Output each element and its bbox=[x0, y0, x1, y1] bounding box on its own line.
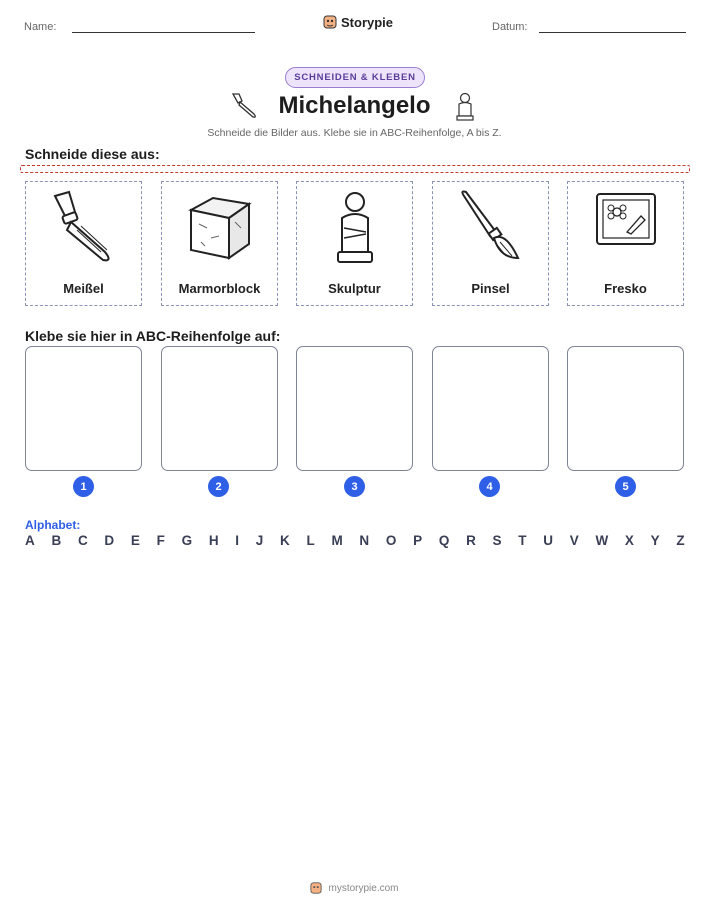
alphabet-letter: K bbox=[280, 533, 290, 548]
slot-number-1: 1 bbox=[73, 476, 94, 497]
cut-card-skulptur[interactable] bbox=[296, 181, 413, 306]
date-label: Datum: bbox=[492, 21, 528, 33]
slot-number-5: 5 bbox=[615, 476, 636, 497]
slot-number-4: 4 bbox=[479, 476, 500, 497]
alphabet-heading: Alphabet: bbox=[25, 518, 81, 532]
alphabet-letter: A bbox=[25, 533, 35, 548]
glue-slot-4[interactable] bbox=[432, 346, 549, 471]
alphabet-letter: B bbox=[51, 533, 62, 548]
name-label: Name: bbox=[24, 21, 57, 33]
alphabet-letter: E bbox=[130, 533, 140, 548]
footer bbox=[0, 881, 709, 895]
alphabet-letter: G bbox=[181, 533, 193, 548]
brand-name: Storypie bbox=[341, 14, 394, 30]
card-label: Skulptur bbox=[328, 281, 381, 296]
storypie-mascot-icon bbox=[310, 881, 322, 895]
cut-card-marmorblock[interactable] bbox=[161, 181, 278, 306]
cut-card-pinsel[interactable] bbox=[432, 181, 549, 306]
alphabet-letter: W bbox=[595, 533, 609, 548]
card-label: Pinsel bbox=[471, 281, 510, 296]
alphabet-letter: P bbox=[413, 533, 423, 548]
card-label: Meißel bbox=[63, 281, 104, 296]
name-line[interactable] bbox=[72, 32, 255, 33]
alphabet-letter: R bbox=[466, 533, 476, 548]
alphabet-letter: L bbox=[306, 533, 315, 548]
fresco-icon bbox=[591, 188, 661, 268]
marble-block-icon bbox=[185, 188, 255, 268]
alphabet-letter: N bbox=[359, 533, 370, 548]
slot-number-2: 2 bbox=[208, 476, 229, 497]
glue-slot-1[interactable] bbox=[25, 346, 142, 471]
date-line[interactable] bbox=[539, 32, 686, 33]
alphabet-letter: F bbox=[156, 533, 165, 548]
statue-icon bbox=[320, 188, 390, 268]
cut-heading: Schneide diese aus: bbox=[25, 146, 160, 162]
alphabet-letter: I bbox=[235, 533, 240, 548]
storypie-mascot-icon bbox=[323, 14, 337, 30]
page-title: Michelangelo bbox=[278, 92, 431, 119]
glue-heading: Klebe sie hier in ABC-Reihenfolge auf: bbox=[25, 328, 281, 344]
glue-slot-2[interactable] bbox=[161, 346, 278, 471]
alphabet-letter: T bbox=[518, 533, 527, 548]
statue-icon bbox=[454, 92, 476, 122]
alphabet-letter: Y bbox=[650, 533, 660, 548]
alphabet-letter: C bbox=[77, 533, 88, 548]
paintbrush-icon bbox=[456, 188, 526, 268]
alphabet-letter: U bbox=[543, 533, 553, 548]
alphabet-letter: H bbox=[208, 533, 219, 548]
alphabet-letter: Q bbox=[438, 533, 450, 548]
alphabet-letter: S bbox=[492, 533, 502, 548]
brand-logo bbox=[323, 14, 393, 30]
alphabet-letter: Z bbox=[676, 533, 685, 548]
footer-url[interactable]: mystorypie.com bbox=[328, 882, 399, 894]
glue-slot-3[interactable] bbox=[296, 346, 413, 471]
instructions: Schneide die Bilder aus. Klebe sie in ABC-Reihenfolge, A bis Z. bbox=[207, 127, 502, 139]
alphabet-row bbox=[25, 533, 685, 548]
alphabet-letter: M bbox=[331, 533, 343, 548]
alphabet-letter: D bbox=[104, 533, 115, 548]
slot-number-3: 3 bbox=[344, 476, 365, 497]
alphabet-letter: X bbox=[624, 533, 634, 548]
cut-card-meissel[interactable] bbox=[25, 181, 142, 306]
glue-slot-5[interactable] bbox=[567, 346, 684, 471]
cut-line bbox=[20, 165, 690, 173]
alphabet-letter: O bbox=[385, 533, 397, 548]
alphabet-letter: V bbox=[569, 533, 579, 548]
card-label: Marmorblock bbox=[178, 281, 261, 296]
cut-card-fresko[interactable] bbox=[567, 181, 684, 306]
chisel-icon bbox=[49, 188, 119, 268]
alphabet-letter: J bbox=[255, 533, 264, 548]
card-label: Fresko bbox=[604, 281, 647, 296]
activity-badge: SCHNEIDEN & KLEBEN bbox=[285, 67, 425, 88]
